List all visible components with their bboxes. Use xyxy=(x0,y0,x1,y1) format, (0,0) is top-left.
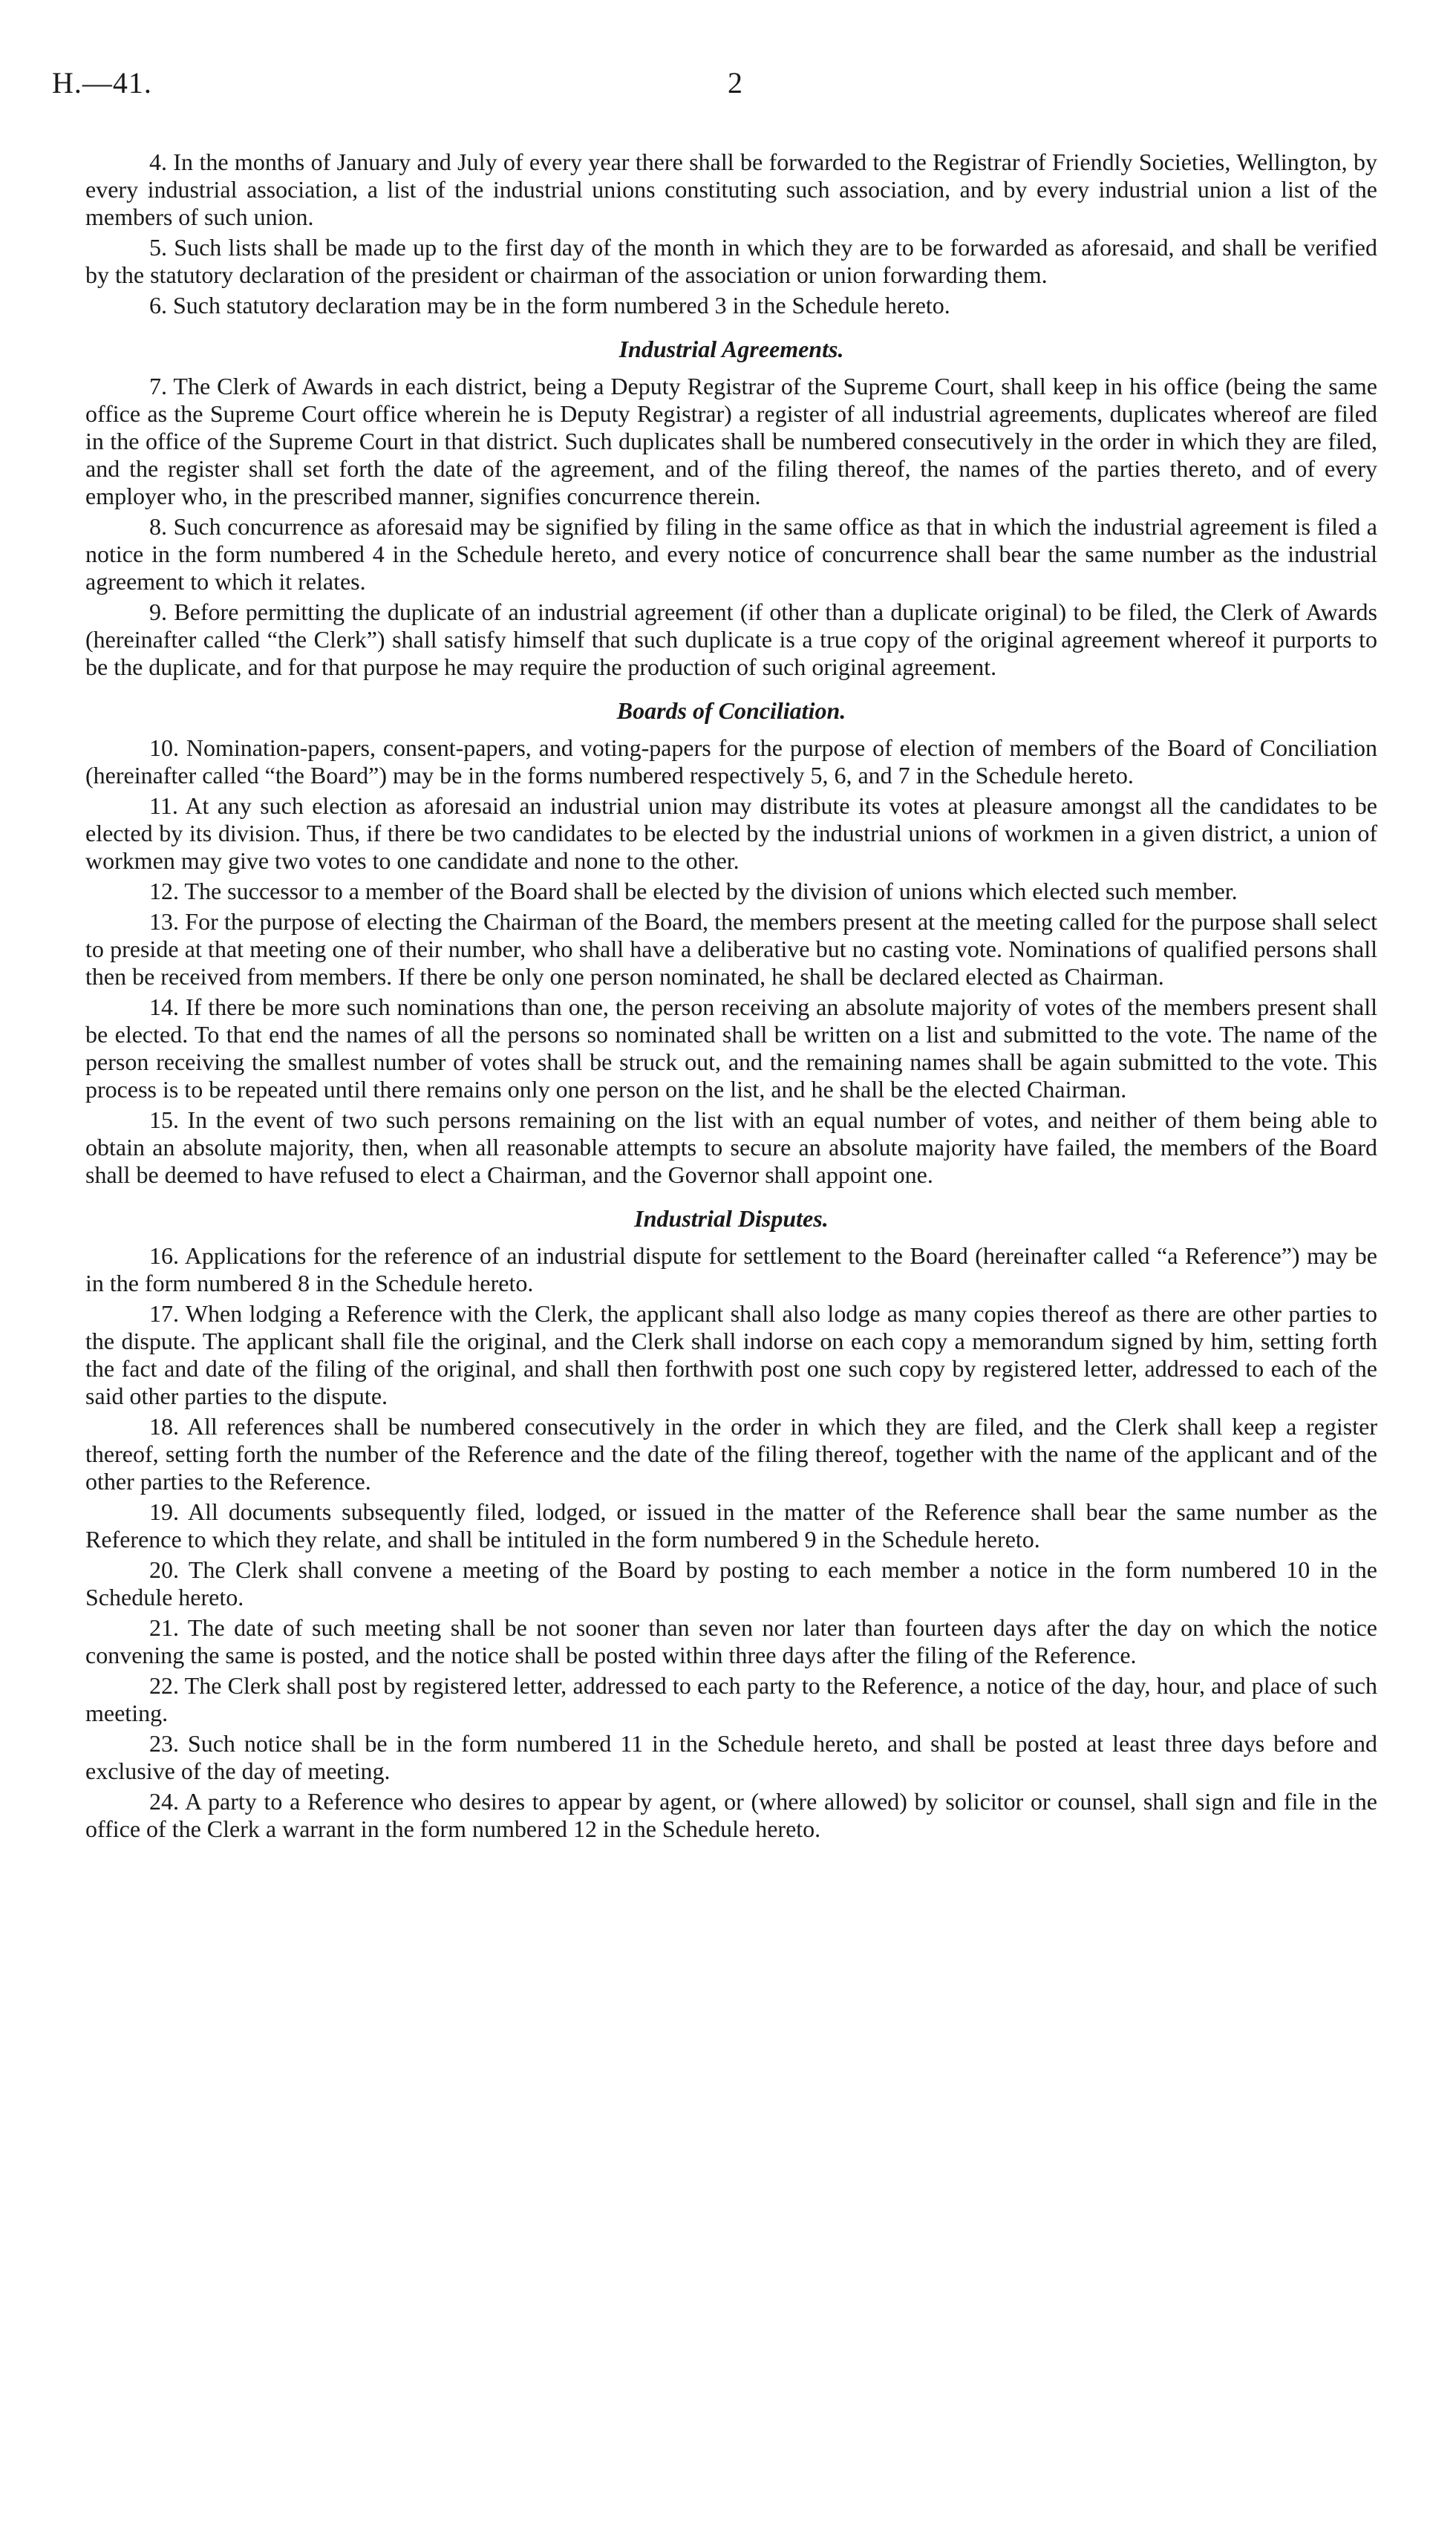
clause-11: 11. At any such election as aforesaid an industrial union may distribute its votes at pleasure amongst all the candidates to be elected by its division. Thus, if there be two candidates to be elected by the industrial unions of workmen in a given district, a union of workmen may give two votes to one candidate and none to the other. xyxy=(85,792,1377,874)
clause-17: 17. When lodging a Reference with the Clerk, the applicant shall also lodge as many copies thereof as there are other parties to the dispute. The applicant shall file the original, and the Clerk shall indorse on each copy a memorandum signed by him, setting forth the fact and date of the filing of the original, and shall then forthwith post one such copy by registered letter, addressed to each of the said other parties to the dispute. xyxy=(85,1300,1377,1409)
clause-12: 12. The successor to a member of the Board shall be elected by the division of unions which elected such member. xyxy=(149,878,1238,904)
clause-4: 4. In the months of January and July of every year there shall be forwarded to the Registrar of Friendly Societies, Wellington, by every industrial association, a list of the industrial unions constituting such association, and by every industrial union a list of the members of such union. xyxy=(85,149,1377,230)
clause-7: 7. The Clerk of Awards in each district, being a Deputy Registrar of the Supreme Court, shall keep in his office (being the same office as the Supreme Court office wherein he is Deputy Registrar) a register of all industrial agreements, duplicates whereof are filed in the office of the Supreme Court in that district. Such duplicates shall be numbered consecutively in the order in which they are filed, and the register shall set forth the date of the agreement, and of the filing thereof, the names of the parties thereto, and of every employer who, in the prescribed manner, signifies concurrence therein. xyxy=(85,373,1377,509)
page-header xyxy=(52,65,1388,110)
clause-10: 10. Nomination-papers, consent-papers, and voting-papers for the purpose of election of members of the Board of Conciliation (hereinafter called “the Board”) may be in the forms numbered respectively 5, 6, and 7 in the Schedule hereto. xyxy=(85,734,1377,789)
clause-23: 23. Such notice shall be in the form numbered 11 in the Schedule hereto, and shall be posted at least three days before and exclusive of the day of meeting. xyxy=(85,1730,1377,1784)
clause-22: 22. The Clerk shall post by registered letter, addressed to each party to the Reference, a notice of the day, hour, and place of such meeting. xyxy=(85,1672,1377,1726)
page-number: 2 xyxy=(728,66,742,99)
clause-15: 15. In the event of two such persons remaining on the list with an equal number of votes, and neither of them being able to obtain an absolute majority, then, when all reasonable attempts to secure an absolute majority have failed, the members of the Board shall be deemed to have refused to elect a Chairman, and the Governor shall appoint one. xyxy=(85,1106,1377,1188)
document-body xyxy=(85,149,1377,1846)
clause-16: 16. Applications for the reference of an industrial dispute for settlement to the Board (hereinafter called “a Reference”) may be in the form numbered 8 in the Schedule hereto. xyxy=(85,1242,1377,1296)
clause-19: 19. All documents subsequently filed, lodged, or issued in the matter of the Reference shall bear the same number as the Reference to which they relate, and shall be intituled in the form numbered 9 in the Schedule hereto. xyxy=(85,1498,1377,1553)
heading-industrial-agreements: Industrial Agreements. xyxy=(618,336,844,362)
clause-20: 20. The Clerk shall convene a meeting of the Board by posting to each member a notice in the form numbered 10 in the Schedule hereto. xyxy=(85,1556,1377,1610)
clause-6: 6. Such statutory declaration may be in the form numbered 3 in the Schedule hereto. xyxy=(149,292,950,319)
document-id: H.—41. xyxy=(52,66,152,99)
clause-5: 5. Such lists shall be made up to the first day of the month in which they are to be forwarded as aforesaid, and shall be verified by the statutory declaration of the president or chairman of the association or union forwarding them. xyxy=(85,234,1377,288)
clause-24: 24. A party to a Reference who desires to appear by agent, or (where allowed) by solicitor or counsel, shall sign and file in the office of the Clerk a warrant in the form numbered 12 in the Schedule hereto. xyxy=(85,1788,1377,1842)
heading-boards-of-conciliation: Boards of Conciliation. xyxy=(616,697,846,724)
clause-13: 13. For the purpose of electing the Chairman of the Board, the members present at the meeting called for the purpose shall select to preside at that meeting one of their number, who shall have a deliberative but no casting vote. Nominations of qualified persons shall then be received from members. If there be only one person nominated, he shall be declared elected as Chairman. xyxy=(85,908,1377,990)
clause-8: 8. Such concurrence as aforesaid may be signified by filing in the same office as that in which the industrial agreement is filed a notice in the form numbered 4 in the Schedule hereto, and every notice of concurrence shall bear the same number as the industrial agreement to which it relates. xyxy=(85,513,1377,595)
clause-9: 9. Before permitting the duplicate of an industrial agreement (if other than a duplicate original) to be filed, the Clerk of Awards (hereinafter called “the Clerk”) shall satisfy himself that such duplicate is a true copy of the original agreement whereof it purports to be the duplicate, and for that purpose he may require the production of such original agreement. xyxy=(85,598,1377,680)
clause-18: 18. All references shall be numbered consecutively in the order in which they are filed, and the Clerk shall keep a register thereof, setting forth the number of the Reference and the date of the filing thereof, together with the name of the applicant and of the other parties to the Reference. xyxy=(85,1413,1377,1495)
clause-14: 14. If there be more such nominations than one, the person receiving an absolute majority of votes of the members present shall be elected. To that end the names of all the persons so nominated shall be written on a list and submitted to the vote. The name of the person receiving the smallest number of votes shall be struck out, and the remaining names shall be again submitted to the vote. This process is to be repeated until there remains only one person on the list, and he shall be the elected Chairman. xyxy=(85,993,1377,1103)
heading-industrial-disputes: Industrial Disputes. xyxy=(634,1205,829,1232)
clause-21: 21. The date of such meeting shall be not sooner than seven nor later than fourteen days after the day on which the notice convening the same is posted, and the notice shall be posted within three days after the filing of the Reference. xyxy=(85,1614,1377,1668)
